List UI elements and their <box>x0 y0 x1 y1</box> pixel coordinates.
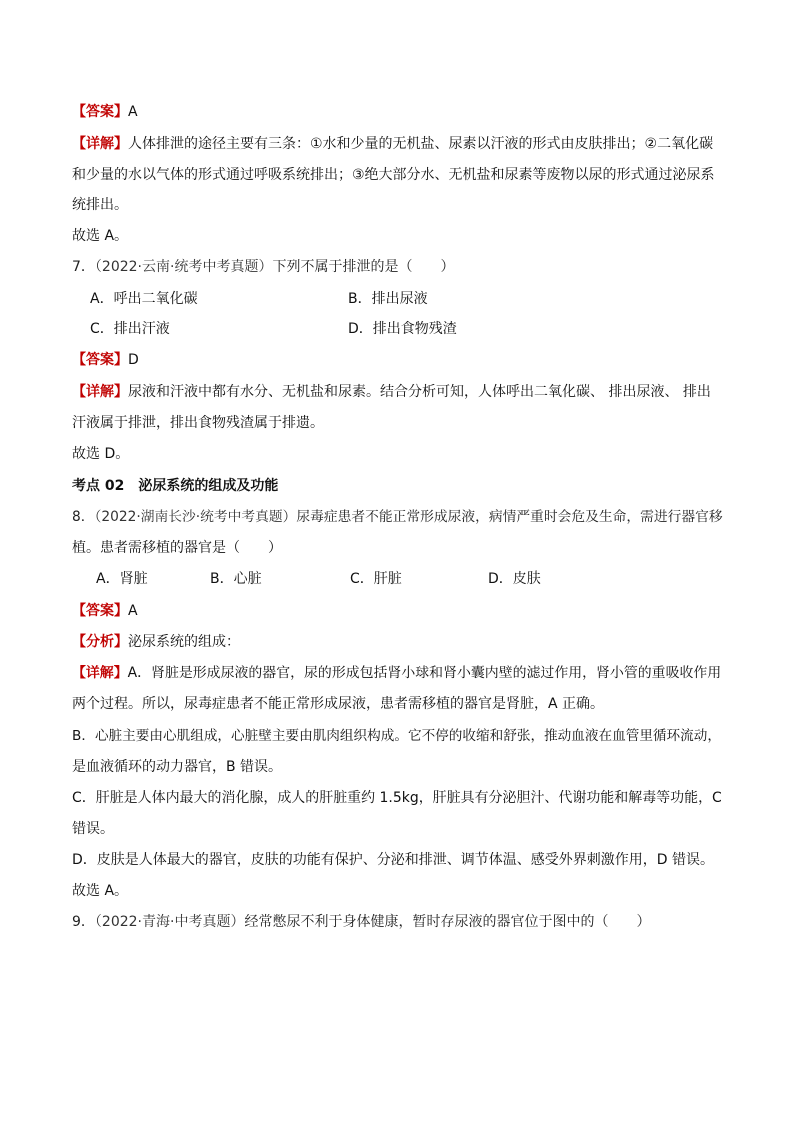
q8-detail-line-2: 两个过程。所以，尿毒症患者不能正常形成尿液，患者需移植的器官是肾脏，A 正确。 <box>72 696 605 712</box>
question-source: （2022·湖南长沙·统考中考真题） <box>94 509 297 525</box>
detail-text: 尿液和汗液中都有水分、无机盐和尿素。结合分析可知，人体呼出二氧化碳、 排出尿液、 排出 <box>128 384 711 400</box>
q8-detail-line-3: B．心脏主要由心肌组成，心脏壁主要由肌肉组织构成。它不停的收缩和舒张，推动血液在血管里循环流动， <box>72 728 721 744</box>
answer-value: A <box>128 603 138 619</box>
question-stem: 经常憋尿不利于身体健康，暂时存尿液的器官位于图中的（ ） <box>244 914 651 930</box>
q8-detail-line-6: 错误。 <box>72 821 114 837</box>
q7-option-c: C．排出汗液 <box>90 321 170 337</box>
q8-stem-line-1 <box>72 507 723 527</box>
detail-label: 【详解】 <box>72 384 128 400</box>
section-title: 考点 02 泌尿系统的组成及功能 <box>72 478 279 494</box>
q7-conclusion: 故选 D。 <box>72 446 130 462</box>
q8-detail-line-4: 是血液循环的动力器官，B 错误。 <box>72 759 283 775</box>
detail-text: 人体排泄的途径主要有三条：①水和少量的无机盐、尿素以汗液的形式由皮肤排出；②二氧化碳 <box>128 136 714 152</box>
q6-answer-line <box>72 102 138 122</box>
q6-detail-line-3: 统排出。 <box>72 197 128 213</box>
q8-option-c: C．肝脏 <box>350 571 402 587</box>
q8-option-b: B．心脏 <box>210 571 262 587</box>
question-stem: 下列不属于排泄的是（ ） <box>272 259 455 275</box>
q8-detail-line-1 <box>72 663 721 683</box>
q8-analysis-line <box>72 632 240 652</box>
answer-label: 【答案】 <box>72 104 128 120</box>
analysis-label: 【分析】 <box>72 634 128 650</box>
answer-value: D <box>128 352 139 368</box>
question-number: 8． <box>72 509 95 525</box>
detail-label: 【详解】 <box>72 665 128 681</box>
q6-detail-line-1 <box>72 134 722 154</box>
question-source: （2022·青海·中考真题） <box>94 914 245 930</box>
q7-detail-line-2: 汗液属于排泄，排出食物残渣属于排遗。 <box>72 415 324 431</box>
q7-detail-line-1 <box>72 382 711 402</box>
question-source: （2022·云南·统考中考真题） <box>94 259 273 275</box>
answer-label: 【答案】 <box>72 603 128 619</box>
q8-option-a: A．肾脏 <box>96 571 148 587</box>
q7-option-d: D．排出食物残渣 <box>348 321 457 337</box>
answer-label: 【答案】 <box>72 352 128 368</box>
answer-value: A <box>128 104 138 120</box>
detail-text: A．肾脏是形成尿液的器官，尿的形成包括肾小球和肾小囊内壁的滤过作用，肾小管的重吸收作用 <box>127 665 722 681</box>
question-number: 9． <box>72 914 95 930</box>
q7-option-b: B．排出尿液 <box>348 291 428 307</box>
q8-conclusion: 故选 A。 <box>72 883 129 899</box>
question-stem: 尿毒症患者不能正常形成尿液，病情严重时会危及生命，需进行器官移 <box>296 509 723 525</box>
q8-detail-line-5: C．肝脏是人体内最大的消化腺，成人的肝脏重约 1.5kg，肝脏具有分泌胆汁、代谢功能和解毒等功能，C <box>72 790 722 806</box>
q7-answer-line <box>72 350 139 370</box>
question-number: 7． <box>72 259 95 275</box>
q8-option-d: D．皮肤 <box>488 571 541 587</box>
q9-stem <box>72 912 650 932</box>
detail-label: 【详解】 <box>72 136 128 152</box>
q8-stem-line-2: 植。患者需移植的器官是（ ） <box>72 540 282 556</box>
q8-answer-line <box>72 601 138 621</box>
q8-detail-line-7: D．皮肤是人体最大的器官，皮肤的功能有保护、分泌和排泄、调节体温、感受外界刺激作用，D 错误。 <box>72 852 715 868</box>
q6-detail-line-2: 和少量的水以气体的形式通过呼吸系统排出；③绝大部分水、无机盐和尿素等废物以尿的形式通过泌尿系 <box>72 167 715 183</box>
q7-stem <box>72 257 454 277</box>
analysis-text: 泌尿系统的组成： <box>128 634 240 650</box>
q6-conclusion: 故选 A。 <box>72 228 129 244</box>
q7-option-a: A．呼出二氧化碳 <box>90 291 198 307</box>
